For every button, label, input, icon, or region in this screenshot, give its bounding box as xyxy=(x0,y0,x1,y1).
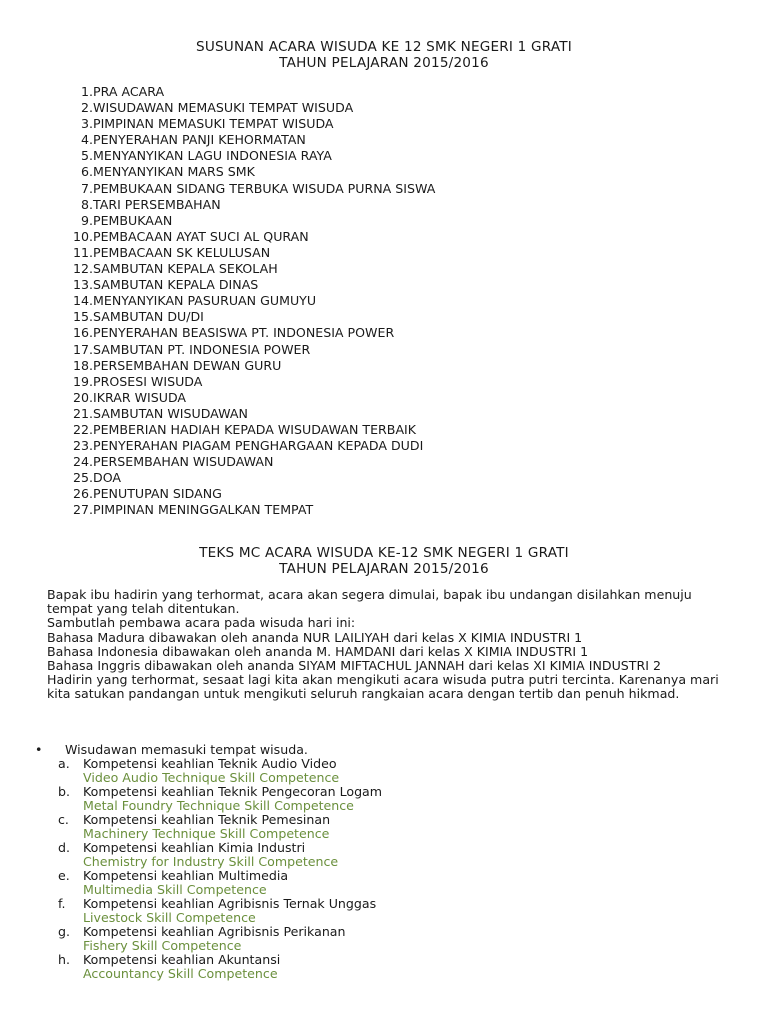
agenda-item xyxy=(62,116,435,132)
agenda-item xyxy=(62,261,435,277)
agenda-item xyxy=(62,293,435,309)
competency-item xyxy=(58,953,382,981)
competency-letter: f. xyxy=(58,896,66,911)
agenda-item-text: PENYERAHAN PIAGAM PENGHARGAAN KEPADA DUDI xyxy=(93,438,424,454)
agenda-item xyxy=(62,406,435,422)
agenda-item xyxy=(62,245,435,261)
competency-item xyxy=(58,813,382,841)
agenda-item-text: IKRAR WISUDA xyxy=(93,389,187,405)
agenda-item-text: PEMBACAAN SK KELULUSAN xyxy=(93,244,271,260)
agenda-item-number: 13. xyxy=(72,277,93,293)
agenda-item-number: 5. xyxy=(80,148,93,164)
agenda-item-text: MENYANYIKAN PASURUAN GUMUYU xyxy=(93,293,317,309)
competency-letter: h. xyxy=(58,952,70,967)
agenda-item-text: PIMPINAN MEMASUKI TEMPAT WISUDA xyxy=(93,116,334,132)
competency-row xyxy=(58,812,330,827)
agenda-item-text: SAMBUTAN PT. INDONESIA POWER xyxy=(93,341,311,357)
agenda-item-number: 10. xyxy=(72,228,93,244)
competency-name-indonesian: Kompetensi keahlian Akuntansi xyxy=(83,952,281,967)
agenda-item-number: 22. xyxy=(72,421,93,437)
agenda-item-text: SAMBUTAN KEPALA DINAS xyxy=(93,277,259,293)
competency-name-indonesian: Kompetensi keahlian Agribisnis Perikanan xyxy=(83,924,346,939)
agenda-item xyxy=(62,422,435,438)
competency-row xyxy=(58,784,382,799)
mc-text-title-line1: TEKS MC ACARA WISUDA KE-12 SMK NEGERI 1 GRATI xyxy=(199,545,569,561)
competency-row xyxy=(58,840,305,855)
agenda-item-number: 23. xyxy=(72,438,93,454)
agenda-item-number: 12. xyxy=(72,261,93,277)
mc-intro-text xyxy=(47,588,737,702)
agenda-item-number: 18. xyxy=(72,357,93,373)
agenda-item-number: 8. xyxy=(80,196,93,212)
competency-row xyxy=(58,756,337,771)
agenda-item-text: SAMBUTAN DU/DI xyxy=(93,309,204,325)
agenda-item-text: PENUTUPAN SIDANG xyxy=(93,486,222,502)
competency-name-indonesian: Kompetensi keahlian Agribisnis Ternak Unggas xyxy=(83,896,377,911)
agenda-item-number: 26. xyxy=(72,486,93,502)
agenda-title xyxy=(0,39,768,71)
agenda-item-text: TARI PERSEMBAHAN xyxy=(93,196,221,212)
agenda-item-number: 6. xyxy=(80,164,93,180)
competency-letter: a. xyxy=(58,756,70,771)
competency-name-english: Machinery Technique Skill Competence xyxy=(83,826,330,841)
competency-letter: d. xyxy=(58,840,70,855)
intro-paragraph: Bahasa Indonesia dibawakan oleh ananda M. HAMDANI dari kelas X KIMIA INDUSTRI 1 xyxy=(47,643,589,659)
agenda-item-text: PIMPINAN MENINGGALKAN TEMPAT xyxy=(93,502,314,518)
competency-row xyxy=(58,952,280,967)
agenda-item xyxy=(62,148,435,164)
agenda-item xyxy=(62,181,435,197)
competency-name-indonesian: Kompetensi keahlian Teknik Audio Video xyxy=(83,756,337,771)
intro-paragraph: Bapak ibu hadirin yang terhormat, acara akan segera dimulai, bapak ibu undangan disilahkan menuju tempat yang telah ditentukan. xyxy=(47,587,692,617)
agenda-item xyxy=(62,454,435,470)
agenda-item-text: DOA xyxy=(93,470,122,486)
agenda-item-text: PEMBUKAAN SIDANG TERBUKA WISUDA PURNA SISWA xyxy=(93,180,436,196)
agenda-item-text: SAMBUTAN WISUDAWAN xyxy=(93,405,248,421)
agenda-item xyxy=(62,390,435,406)
agenda-item-text: PENYERAHAN BEASISWA PT. INDONESIA POWER xyxy=(93,325,395,341)
agenda-item-text: PERSEMBAHAN WISUDAWAN xyxy=(93,454,274,470)
competency-item xyxy=(58,925,382,953)
intro-paragraph: Hadirin yang terhormat, sesaat lagi kita akan mengikuti acara wisuda putra putri tercinta. Karenanya mari kita satukan pandangan untuk mengikuti seluruh rangkaian acara dengan tertib dan penuh hikmad. xyxy=(47,672,719,702)
agenda-item-text: PEMBACAAN AYAT SUCI AL QURAN xyxy=(93,228,309,244)
competency-row xyxy=(58,896,376,911)
agenda-item-number: 15. xyxy=(72,309,93,325)
competency-name-indonesian: Kompetensi keahlian Multimedia xyxy=(83,868,289,883)
intro-paragraph: Sambutlah pembawa acara pada wisuda hari ini: xyxy=(47,615,356,631)
competency-item xyxy=(58,785,382,813)
agenda-list xyxy=(62,84,435,519)
intro-paragraph: Bahasa Madura dibawakan oleh ananda NUR LAILIYAH dari kelas X KIMIA INDUSTRI 1 xyxy=(47,629,583,645)
intro-paragraph: Bahasa Inggris dibawakan oleh ananda SIYAM MIFTACHUL JANNAH dari kelas XI KIMIA INDUSTRI 2 xyxy=(47,658,661,674)
competency-letter: e. xyxy=(58,868,70,883)
competency-name-indonesian: Kompetensi keahlian Teknik Pengecoran Logam xyxy=(83,784,383,799)
agenda-item xyxy=(62,100,435,116)
competency-letter: g. xyxy=(58,924,70,939)
agenda-item xyxy=(62,470,435,486)
agenda-item-number: 9. xyxy=(80,212,93,228)
mc-text-title xyxy=(0,545,768,577)
agenda-item-text: SAMBUTAN KEPALA SEKOLAH xyxy=(93,261,278,277)
competency-letter: c. xyxy=(58,812,69,827)
agenda-item-text: WISUDAWAN MEMASUKI TEMPAT WISUDA xyxy=(93,100,354,116)
bullet-item xyxy=(35,742,308,757)
agenda-item-number: 16. xyxy=(72,325,93,341)
competency-row xyxy=(58,868,288,883)
agenda-item xyxy=(62,342,435,358)
agenda-item xyxy=(62,277,435,293)
competency-item xyxy=(58,757,382,785)
agenda-item-number: 1. xyxy=(80,84,93,99)
competency-name-english: Livestock Skill Competence xyxy=(83,910,256,925)
agenda-item-number: 19. xyxy=(72,373,93,389)
agenda-item-number: 4. xyxy=(80,132,93,148)
agenda-item-text: PENYERAHAN PANJI KEHORMATAN xyxy=(93,132,306,148)
agenda-item-number: 3. xyxy=(80,116,93,132)
agenda-item xyxy=(62,502,435,518)
agenda-item xyxy=(62,309,435,325)
agenda-item-text: PEMBUKAAN xyxy=(93,212,173,228)
agenda-item xyxy=(62,325,435,341)
agenda-item xyxy=(62,438,435,454)
agenda-item-number: 27. xyxy=(72,502,93,518)
agenda-item-text: PEMBERIAN HADIAH KEPADA WISUDAWAN TERBAIK xyxy=(93,421,417,437)
agenda-item xyxy=(62,197,435,213)
competency-name-english: Chemistry for Industry Skill Competence xyxy=(83,854,339,869)
agenda-item xyxy=(62,164,435,180)
agenda-item xyxy=(62,213,435,229)
agenda-item-text: PROSESI WISUDA xyxy=(93,373,203,389)
agenda-item xyxy=(62,132,435,148)
competency-item xyxy=(58,841,382,869)
agenda-item-number: 2. xyxy=(80,100,93,116)
agenda-item-number: 21. xyxy=(72,405,93,421)
agenda-item xyxy=(62,358,435,374)
agenda-item-number: 20. xyxy=(72,389,93,405)
competency-item xyxy=(58,897,382,925)
agenda-title-line1: SUSUNAN ACARA WISUDA KE 12 SMK NEGERI 1 GRATI xyxy=(195,39,572,55)
agenda-item xyxy=(62,84,435,100)
competency-list xyxy=(58,757,382,981)
competency-name-indonesian: Kompetensi keahlian Kimia Industri xyxy=(83,840,306,855)
agenda-item-number: 24. xyxy=(72,454,93,470)
agenda-item-text: PERSEMBAHAN DEWAN GURU xyxy=(93,357,282,373)
competency-name-english: Video Audio Technique Skill Competence xyxy=(83,770,340,785)
competency-name-english: Fishery Skill Competence xyxy=(83,938,242,953)
competency-name-english: Multimedia Skill Competence xyxy=(83,882,267,897)
competency-name-english: Metal Foundry Technique Skill Competence xyxy=(83,798,354,813)
competency-row xyxy=(58,924,346,939)
competency-item xyxy=(58,869,382,897)
agenda-item xyxy=(62,486,435,502)
agenda-item-text: MENYANYIKAN LAGU INDONESIA RAYA xyxy=(93,148,332,164)
agenda-item-number: 11. xyxy=(72,244,93,260)
agenda-item-text: MENYANYIKAN MARS SMK xyxy=(93,164,255,180)
competency-name-indonesian: Kompetensi keahlian Teknik Pemesinan xyxy=(83,812,331,827)
agenda-item-number: 7. xyxy=(80,180,93,196)
bullet-symbol: • xyxy=(35,742,43,757)
agenda-item xyxy=(62,374,435,390)
bullet-text: Wisudawan memasuki tempat wisuda. xyxy=(65,742,308,757)
agenda-item-number: 14. xyxy=(72,293,93,309)
agenda-item-number: 25. xyxy=(72,470,93,486)
competency-letter: b. xyxy=(58,784,70,799)
mc-text-title-line2: TAHUN PELAJARAN 2015/2016 xyxy=(279,561,489,577)
agenda-item-number: 17. xyxy=(72,341,93,357)
agenda-item-text: PRA ACARA xyxy=(93,84,165,99)
agenda-item xyxy=(62,229,435,245)
agenda-title-line2: TAHUN PELAJARAN 2015/2016 xyxy=(279,55,489,71)
competency-name-english: Accountancy Skill Competence xyxy=(83,966,278,981)
